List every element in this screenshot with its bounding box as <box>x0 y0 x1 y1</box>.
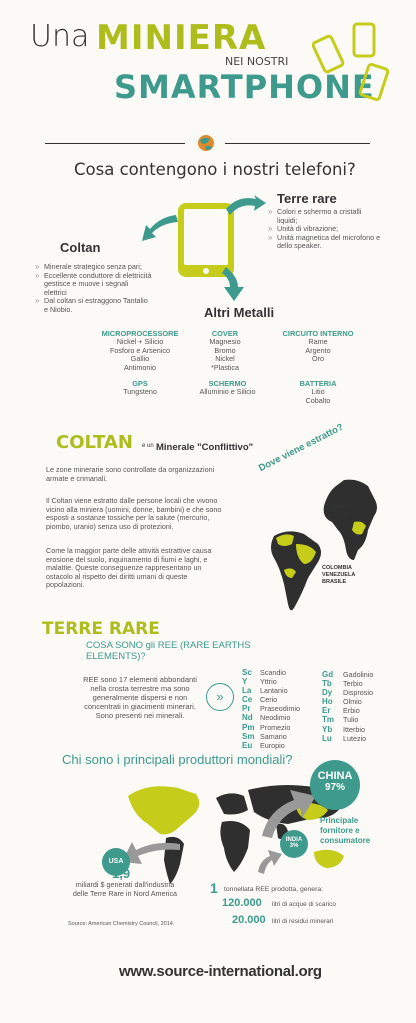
list-item: » Eccellente conduttore di elettricità gestisce e muove i segnali elettrici <box>35 272 153 298</box>
map-label-congo: CONGO <box>332 505 353 511</box>
phones-illustration <box>312 20 396 110</box>
coltan-heading: Coltan <box>60 240 101 255</box>
element-symbol: Pr <box>242 704 251 714</box>
ree-paragraph-1: REE sono 17 elementi abbondanti nella crosta terrestre ma sono generalmente dispersi e non concentrati in giacimenti minerari. <box>83 675 197 711</box>
footer-url[interactable]: www.source-international.org <box>119 963 322 980</box>
element-name: Praseodimio <box>260 704 300 714</box>
element-name: Europio <box>260 740 285 750</box>
element-symbol: Lu <box>322 733 332 743</box>
element-symbol: Ce <box>242 695 253 705</box>
category-values: Rame Argento Oro <box>305 337 331 363</box>
element-symbol: Yb <box>322 724 333 734</box>
terre-rare-section-title: TERRE RARE <box>42 619 160 639</box>
list-item: » Unità di vibrazione; <box>268 225 383 234</box>
list-item: » Colori e schermo a cristalli liquidi; <box>268 208 383 225</box>
coltan-subtitle-prefix: e un <box>142 443 154 449</box>
category-name: GPS <box>132 379 148 388</box>
title-smartphone: SMARTPHONE <box>114 68 375 106</box>
element-name: Disprosio <box>343 688 373 698</box>
coltan-map <box>262 478 382 618</box>
element-name: Neodimio <box>260 713 291 723</box>
china-badge <box>310 760 360 810</box>
title-nei-nostri: NEI NOSTRI <box>225 55 289 68</box>
map-label-venezuela: VENEZUELA <box>322 572 356 578</box>
category-name: SCHERMO <box>208 379 247 388</box>
category-values: Magnesio Bromo Nickel *Plastica <box>209 337 241 372</box>
coltan-paragraph-2: Il Coltan viene estratto dalle persone locali che vivono vicino alla miniera (uomini, donne, bambini) e che sono esposti a sostanze tossiche per la salute (mercurio, piombo, uranio) senza uso di protezioni. <box>46 496 222 531</box>
china-caption: Principale fornitore e consumatore <box>320 816 371 845</box>
category-circuito <box>278 329 358 364</box>
element-symbol: Sc <box>242 668 252 677</box>
ree-right-names <box>343 670 373 743</box>
element-symbol: Tb <box>322 679 332 689</box>
category-name: BATTERIA <box>299 379 337 388</box>
terre-rare-list <box>268 208 383 251</box>
category-values: Nickel + Silicio Fosforo e Arsenico Gallio Antimonio <box>110 337 170 372</box>
element-symbol: Pm <box>242 722 255 732</box>
element-symbol: Dy <box>322 688 333 698</box>
double-chevron-icon: » <box>206 683 234 711</box>
element-symbol: Gd <box>322 670 334 679</box>
category-cover <box>190 329 260 372</box>
india-percentage: 3% <box>289 843 299 849</box>
source-text: Source: American Chemistry Council, 2014. <box>68 921 175 927</box>
element-name: Itterbio <box>343 724 365 734</box>
category-values: Litio Cobalto <box>305 387 331 405</box>
ree-left-names <box>260 668 300 750</box>
coltan-list <box>35 263 153 315</box>
divider-left <box>45 143 185 144</box>
stat-text: miliardi $ generati dall'industria delle Terre Rare in Nord America <box>72 880 178 898</box>
category-batteria <box>278 379 358 405</box>
element-name: Tulio <box>343 715 359 725</box>
africa-labels <box>332 505 353 518</box>
map-label-colombia: COLOMBIA <box>322 565 352 571</box>
category-schermo <box>190 379 265 397</box>
waste-value: 20.000 <box>232 914 266 926</box>
element-symbol: Er <box>322 706 331 716</box>
section1-title: Cosa contengono i nostri telefoni? <box>74 160 356 179</box>
element-symbol: Nd <box>242 713 253 723</box>
divider-right <box>225 143 370 144</box>
phone-arrows-illustration <box>138 195 278 310</box>
map-question: Dove viene estratto? <box>257 421 346 474</box>
element-name: Erbio <box>343 706 360 716</box>
list-item: » Unità magnetica del microfono e dello speaker. <box>268 234 383 251</box>
category-name: MICROPROCESSORE <box>101 329 179 338</box>
ree-description <box>76 675 204 720</box>
china-percentage: 97% <box>324 782 345 793</box>
waste-text: litri di residui minerari <box>272 918 334 925</box>
category-values: Tungsteno <box>123 387 157 396</box>
category-gps <box>100 379 180 397</box>
terre-rare-heading: Terre rare <box>277 191 337 206</box>
element-name: Lutezio <box>343 733 367 743</box>
ree-right-symbols <box>322 670 334 743</box>
india-label: INDIA <box>285 837 303 843</box>
title-miniera: MINIERA <box>96 18 267 58</box>
map-label-brasile: BRASILE <box>322 579 347 585</box>
category-values: Alluminio e Silicio <box>199 387 256 396</box>
water-value: 120.000 <box>222 897 262 909</box>
element-symbol: La <box>242 686 252 696</box>
south-america-labels <box>322 565 355 586</box>
coltan-paragraph-1: Le zone minerarie sono controllate da organizzazioni armate e crimanali. <box>46 465 215 483</box>
india-badge <box>280 830 308 858</box>
one-text: tonnellata REE prodotta, genera: <box>224 886 323 893</box>
element-name: Scandio <box>260 668 286 677</box>
list-item: » Dal coltan si estraggono Tantalio e Niobio. <box>35 297 153 314</box>
globe-icon <box>196 134 216 152</box>
category-microprocessore <box>100 329 180 372</box>
producers-title: Chi sono i principali produttori mondiali? <box>62 752 293 767</box>
element-name: Samario <box>260 731 287 741</box>
element-symbol: Y <box>242 677 248 687</box>
element-symbol: Ho <box>322 697 333 707</box>
ree-left-symbols <box>242 668 254 750</box>
element-name: Yttrio <box>260 677 277 687</box>
altri-metalli-heading: Altri Metalli <box>204 305 275 320</box>
water-text: litri di acque di scarico <box>272 901 336 908</box>
element-name: Lantanio <box>260 686 288 696</box>
one-value: 1 <box>210 880 218 896</box>
element-name: Gadolinio <box>343 670 374 679</box>
china-label: CHINA <box>317 770 353 782</box>
usa-badge: USA <box>102 848 130 876</box>
coltan-section-title: COLTAN <box>56 432 133 453</box>
ree-paragraph-2: Sono presenti nei minerali. <box>95 711 185 720</box>
stat-value: 1,9 <box>112 866 131 881</box>
element-name: Promezio <box>260 722 291 732</box>
title-una: Una <box>30 19 90 54</box>
element-symbol: Eu <box>242 740 253 750</box>
coltan-paragraph-3: Come la maggior parte delle attività estrattive causa erosione del suolo, inquinamento di fiumi e laghi, e malattie. Queste conseguenze rappresentano un ostacolo al rispetto dei diritti umani di queste popolazioni. <box>46 546 212 589</box>
element-name: Terbio <box>343 679 363 689</box>
category-name: CIRCUITO INTERNO <box>282 329 354 338</box>
list-item: » Minerale strategico senza pari; <box>35 263 153 272</box>
element-name: Cerio <box>260 695 278 705</box>
terre-rare-subtitle: COSA SONO gli REE (RARE EARTHS ELEMENTS)? <box>86 640 251 662</box>
map-label-rdc: RDC <box>338 511 350 518</box>
element-name: Olmio <box>343 697 362 707</box>
element-symbol: Sm <box>242 731 255 741</box>
coltan-subtitle: Minerale "Conflittivo" <box>156 442 254 453</box>
element-symbol: Tm <box>322 715 334 725</box>
category-name: COVER <box>211 329 239 338</box>
